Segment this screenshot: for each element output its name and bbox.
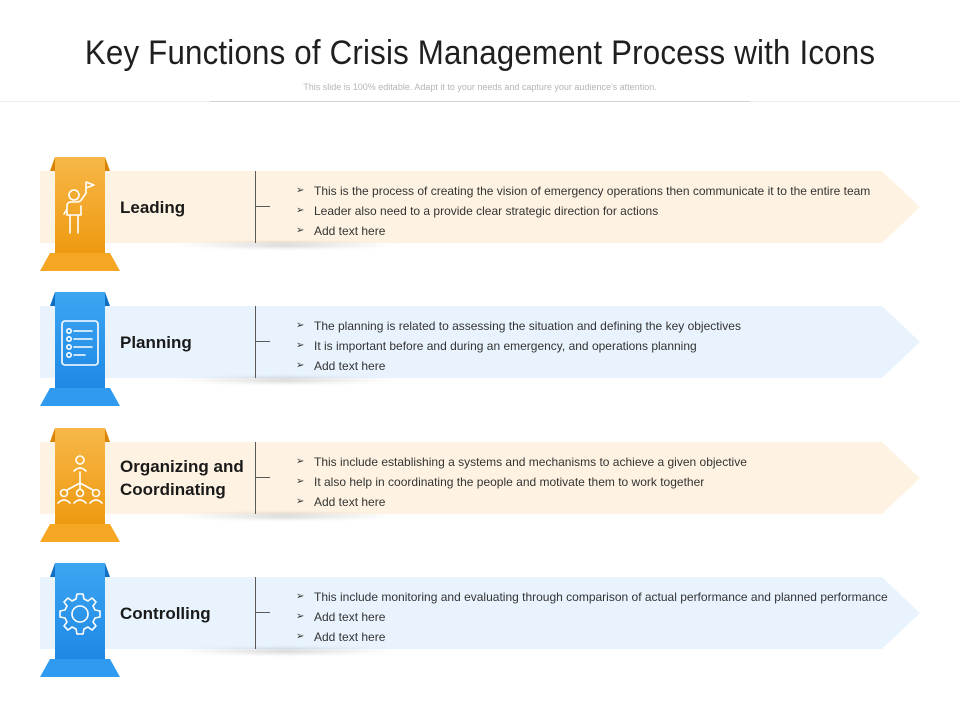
bullet-list xyxy=(296,587,888,647)
bullet-item: ➢ It is important before and during an emergency, and operations planning xyxy=(296,336,741,356)
bullet-item: ➢ Leader also need to a provide clear strategic direction for actions xyxy=(296,201,870,221)
bullet-item: ➢ Add text here xyxy=(296,607,888,627)
function-label: Controlling xyxy=(120,603,211,623)
bullet-arrow-icon: ➢ xyxy=(296,340,305,351)
gear-icon xyxy=(55,585,105,643)
page-subtitle: This slide is 100% editable. Adapt it to your needs and capture your audience's attention. xyxy=(303,82,657,92)
bullet-arrow-icon: ➢ xyxy=(296,360,305,371)
separator-tick xyxy=(256,612,270,613)
bullet-list xyxy=(296,181,870,241)
page-title: Key Functions of Crisis Management Process with Icons xyxy=(84,34,876,72)
bullet-arrow-icon: ➢ xyxy=(296,591,305,602)
bullet-item: ➢ It also help in coordinating the people and motivate them to work together xyxy=(296,472,747,492)
bullet-item: ➢ This include monitoring and evaluating through comparison of actual performance and planned performance xyxy=(296,587,888,607)
bullet-arrow-icon: ➢ xyxy=(296,185,305,196)
function-label: Leading xyxy=(120,197,186,217)
bullet-item: ➢ The planning is related to assessing the situation and defining the key objectives xyxy=(296,316,741,336)
bullet-arrow-icon: ➢ xyxy=(296,205,305,216)
bullet-arrow-icon: ➢ xyxy=(296,476,305,487)
function-label: Planning xyxy=(120,332,192,352)
bullet-item: ➢ This is the process of creating the vision of emergency operations then communicate it to the entire team xyxy=(296,181,870,201)
bullet-arrow-icon: ➢ xyxy=(296,456,305,467)
separator-tick xyxy=(256,341,270,342)
leader-with-flag-icon xyxy=(55,179,105,237)
separator-line xyxy=(255,442,256,514)
bullet-list xyxy=(296,316,741,376)
separator-line xyxy=(255,171,256,243)
bullet-arrow-icon: ➢ xyxy=(296,611,305,622)
team-network-icon xyxy=(55,450,105,508)
bullet-item: ➢ Add text here xyxy=(296,221,870,241)
bullet-item: ➢ Add text here xyxy=(296,627,888,647)
function-row-organizing xyxy=(0,428,960,548)
bullet-arrow-icon: ➢ xyxy=(296,496,305,507)
bullet-item: ➢ This include establishing a systems and mechanisms to achieve a given objective xyxy=(296,452,747,472)
function-row-planning xyxy=(0,292,960,412)
function-row-controlling xyxy=(0,563,960,683)
separator-line xyxy=(255,306,256,378)
bullet-arrow-icon: ➢ xyxy=(296,225,305,236)
separator-tick xyxy=(256,206,270,207)
separator-line xyxy=(255,577,256,649)
bullet-item: ➢ Add text here xyxy=(296,492,747,512)
separator-tick xyxy=(256,477,270,478)
bullet-list xyxy=(296,452,747,512)
bullet-arrow-icon: ➢ xyxy=(296,631,305,642)
bullet-arrow-icon: ➢ xyxy=(296,320,305,331)
function-row-leading xyxy=(0,157,960,277)
function-label: Organizing and Coordinating xyxy=(120,457,244,499)
divider-accent xyxy=(210,101,750,102)
checklist-icon xyxy=(55,314,105,372)
bullet-item: ➢ Add text here xyxy=(296,356,741,376)
